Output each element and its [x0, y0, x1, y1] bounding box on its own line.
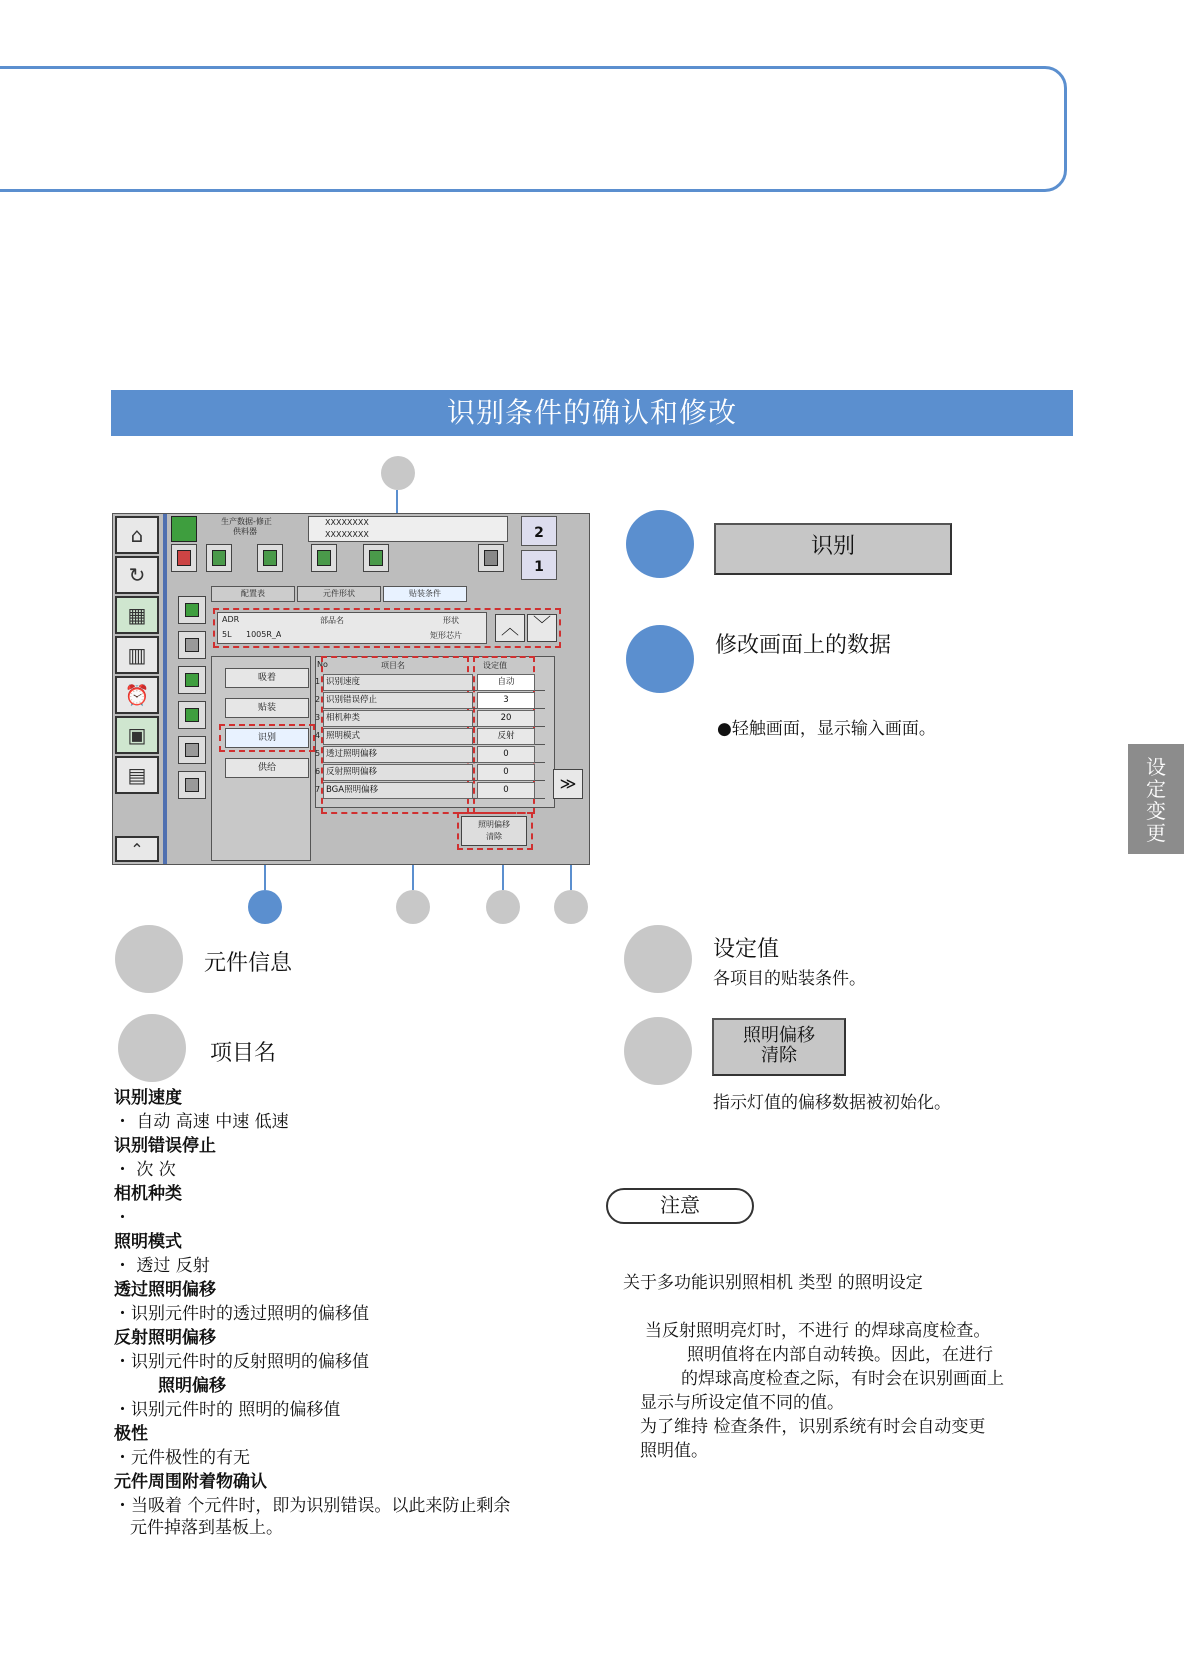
notice-line-2: 照明值将在内部自动转换。因此，在进行	[687, 1345, 993, 1365]
table-col-no: No	[317, 660, 328, 669]
table-row[interactable]	[315, 746, 545, 763]
screen-divider	[163, 514, 167, 865]
suction-button[interactable]: 吸着	[225, 668, 309, 688]
setvalue-circle	[624, 925, 692, 993]
side-icon-4	[185, 708, 199, 722]
part-info-circle	[115, 925, 183, 993]
info-highlight	[213, 608, 561, 648]
notice-line-5: 为了维持 检查条件，识别系统有时会自动变更	[640, 1417, 986, 1437]
item-title: 透过照明偏移	[114, 1280, 216, 1300]
table-row-name: 照明模式	[323, 728, 473, 745]
item-desc: ・ 透过 反射	[114, 1256, 210, 1276]
table-row-value[interactable]: 3	[477, 692, 535, 709]
production-data-button[interactable]	[115, 716, 159, 754]
table-row-value[interactable]: 0	[477, 746, 535, 763]
step2-title: 修改画面上的数据	[715, 633, 892, 658]
item-title: 相机种类	[114, 1184, 182, 1204]
table-row-value[interactable]: 自动	[477, 674, 535, 691]
callout-circle-bottom-3	[486, 890, 520, 924]
recognize-button[interactable]	[714, 523, 952, 575]
toolbar-button-1[interactable]	[171, 544, 197, 572]
page-down-button[interactable]	[553, 769, 583, 799]
step2-note: ●轻触画面，显示输入画面。	[717, 719, 936, 739]
item-desc: ・元件极性的有无	[114, 1448, 250, 1468]
table-row[interactable]	[315, 782, 545, 799]
recognize-highlight	[219, 724, 315, 752]
setvalue-desc: 各项目的贴装条件。	[713, 969, 866, 989]
header-item1: XXXXXXXX	[325, 518, 369, 527]
table-row-no: 5	[315, 749, 321, 758]
screen-header-icon	[171, 516, 197, 542]
clear-offset-line1: 照明偏移	[478, 820, 510, 829]
page-up-button[interactable]	[115, 836, 159, 862]
tab-mount-condition[interactable]: 贴装条件	[383, 586, 467, 602]
notice-badge: 注意	[606, 1188, 754, 1224]
machine-screen	[112, 513, 590, 865]
tool-icon-1	[177, 550, 191, 566]
part-info-title: 元件信息	[204, 951, 293, 976]
side-icon-5	[185, 743, 199, 757]
item-name-circle	[118, 1014, 186, 1082]
board-icon: ▦	[127, 603, 147, 627]
notice-line-1: 当反射照明亮灯时，不进行 的焊球高度检查。	[645, 1321, 991, 1341]
table-row-name: 透过照明偏移	[323, 746, 473, 763]
home-icon: ⌂	[130, 523, 144, 547]
tab-part-shape[interactable]: 元件形状	[297, 586, 381, 602]
table-row-name: 识别速度	[323, 674, 473, 691]
toolbar-button-2[interactable]	[206, 544, 232, 572]
header-page-box-1: 1	[521, 550, 557, 580]
tool-icon-5	[369, 550, 383, 566]
chevron-down-icon: ﹀	[533, 615, 551, 636]
notice-heading: 关于多功能识别照相机 类型 的照明设定	[623, 1273, 923, 1293]
header-item-box	[308, 516, 508, 542]
alarm-clock-icon: ⏰	[124, 683, 150, 707]
alarm-button[interactable]	[115, 676, 159, 714]
table-row-value[interactable]: 反射	[477, 728, 535, 745]
item-title: 照明偏移	[158, 1376, 226, 1396]
side-icon-button-4[interactable]	[178, 701, 206, 729]
table-row-no: 7	[315, 785, 321, 794]
tool-icon-2	[212, 550, 226, 566]
header-page-box-2: 2	[521, 516, 557, 546]
side-icon-6	[185, 778, 199, 792]
item-title: 反射照明偏移	[114, 1328, 216, 1348]
mount-button[interactable]: 贴装	[225, 698, 309, 718]
side-icon-3	[185, 673, 199, 687]
info-col-part: 部品名	[320, 616, 344, 625]
board-button[interactable]	[115, 596, 159, 634]
item-desc: ・ 次 次	[114, 1160, 176, 1180]
side-icon-button-6[interactable]	[178, 771, 206, 799]
document-button[interactable]	[115, 756, 159, 794]
step2-circle	[626, 625, 694, 693]
recognize-tab-button[interactable]: 识别	[225, 728, 309, 748]
header-item2: XXXXXXXX	[325, 530, 369, 539]
clear-offset-button-large[interactable]	[712, 1018, 846, 1076]
table-row[interactable]	[315, 728, 545, 745]
document-icon: ▤	[127, 763, 147, 787]
clear-btn-line1: 照明偏移	[743, 1025, 815, 1046]
item-name-title: 项目名	[210, 1041, 277, 1066]
item-title: 照明模式	[114, 1232, 182, 1252]
side-tab	[1128, 744, 1184, 854]
cycle-icon: ↻	[128, 563, 146, 587]
info-shape: 矩形芯片	[430, 631, 462, 640]
table-row-value[interactable]: 0	[477, 764, 535, 781]
side-icon-button-3[interactable]	[178, 666, 206, 694]
item-desc: ・ 自动 高速 中速 低速	[114, 1112, 289, 1132]
table-row-no: 1	[315, 677, 321, 686]
clear-desc: 指示灯值的偏移数据被初始化。	[713, 1093, 951, 1113]
callout-circle-top	[381, 456, 415, 490]
info-adr: 5L	[222, 630, 232, 639]
item-desc: ・识别元件时的透过照明的偏移值	[114, 1304, 369, 1324]
toolbar-button-6[interactable]	[478, 544, 504, 572]
item-desc: ・识别元件时的反射照明的偏移值	[114, 1352, 369, 1372]
tab-layout[interactable]: 配置表	[211, 586, 295, 602]
cycle-button[interactable]	[115, 556, 159, 594]
table-col-value: 设定值	[483, 661, 507, 670]
callout-circle-bottom-2	[396, 890, 430, 924]
item-desc: ・当吸着 个元件时，即为识别错误。以此来防止剩余	[114, 1496, 511, 1516]
info-col-shape: 形状	[443, 616, 459, 625]
table-row-no: 3	[315, 713, 321, 722]
side-icon-button-5[interactable]	[178, 736, 206, 764]
clear-offset-line2: 清除	[486, 832, 502, 841]
item-desc: ・	[114, 1208, 131, 1228]
callout-circle-bottom-4	[554, 890, 588, 924]
item-title: 元件周围附着物确认	[114, 1472, 267, 1492]
top-frame	[0, 66, 1067, 192]
notice-line-4: 显示与所设定值不同的值。	[640, 1393, 844, 1413]
home-button[interactable]	[115, 516, 159, 554]
table-row-no: 2	[315, 695, 321, 704]
table-row-value[interactable]: 20	[477, 710, 535, 727]
notice-line-3: 的焊球高度检查之际，有时会在识别画面上	[681, 1369, 1004, 1389]
tool-icon-6	[484, 550, 498, 566]
recognize-button-label: 识别	[810, 534, 855, 559]
clear-btn-line2: 清除	[761, 1045, 797, 1066]
table-row[interactable]	[315, 764, 545, 781]
table-row-name: 识别错误停止	[323, 692, 473, 709]
table-row-name: 反射照明偏移	[323, 764, 473, 781]
side-tab-label: 设定变更	[1146, 755, 1166, 845]
chart-button[interactable]	[115, 636, 159, 674]
production-data-icon: ▣	[127, 723, 147, 747]
table-row-no: 6	[315, 767, 321, 776]
header-title-line2: 供料器	[233, 527, 257, 536]
toolbar-button-3[interactable]	[257, 544, 283, 572]
chart-icon: ▥	[127, 643, 147, 667]
side-icon-2	[185, 638, 199, 652]
table-col-name: 项目名	[381, 661, 405, 670]
section-banner: 识别条件的确认和修改	[111, 390, 1073, 436]
side-icon-button-1[interactable]	[178, 596, 206, 624]
item-title: 极性	[114, 1424, 148, 1444]
toolbar-button-4[interactable]	[311, 544, 337, 572]
table-row-name: BGA照明偏移	[323, 782, 473, 799]
header-title-line1: 生产数据-修正	[221, 517, 272, 526]
info-col-adr: ADR	[222, 615, 240, 624]
table-row[interactable]	[315, 674, 545, 691]
clear-offset-highlight	[457, 812, 533, 850]
table-row[interactable]	[315, 710, 545, 727]
item-title: 识别速度	[114, 1088, 182, 1108]
side-icon-button-2[interactable]	[178, 631, 206, 659]
setvalue-title: 设定值	[713, 937, 780, 962]
feed-button[interactable]: 供给	[225, 758, 309, 778]
double-chevron-down-icon: ≫	[559, 774, 577, 793]
table-row-name: 相机种类	[323, 710, 473, 727]
chevron-up-icon: ︿	[501, 618, 519, 639]
item-title: 识别错误停止	[114, 1136, 216, 1156]
callout-circle-bottom-1	[248, 890, 282, 924]
step1-circle	[626, 510, 694, 578]
item-desc: 元件掉落到基板上。	[130, 1518, 283, 1538]
side-icon-1	[185, 603, 199, 617]
double-chevron-up-icon: ⌃	[130, 840, 144, 859]
table-row-no: 4	[315, 731, 321, 740]
tool-icon-4	[317, 550, 331, 566]
item-desc: ・识别元件时的 照明的偏移值	[114, 1400, 341, 1420]
table-row[interactable]	[315, 692, 545, 709]
clear-circle	[624, 1017, 692, 1085]
toolbar-button-5[interactable]	[363, 544, 389, 572]
table-row-value[interactable]: 0	[477, 782, 535, 799]
tool-icon-3	[263, 550, 277, 566]
info-part: 1005R_A	[246, 630, 282, 639]
notice-line-6: 照明值。	[640, 1441, 708, 1461]
